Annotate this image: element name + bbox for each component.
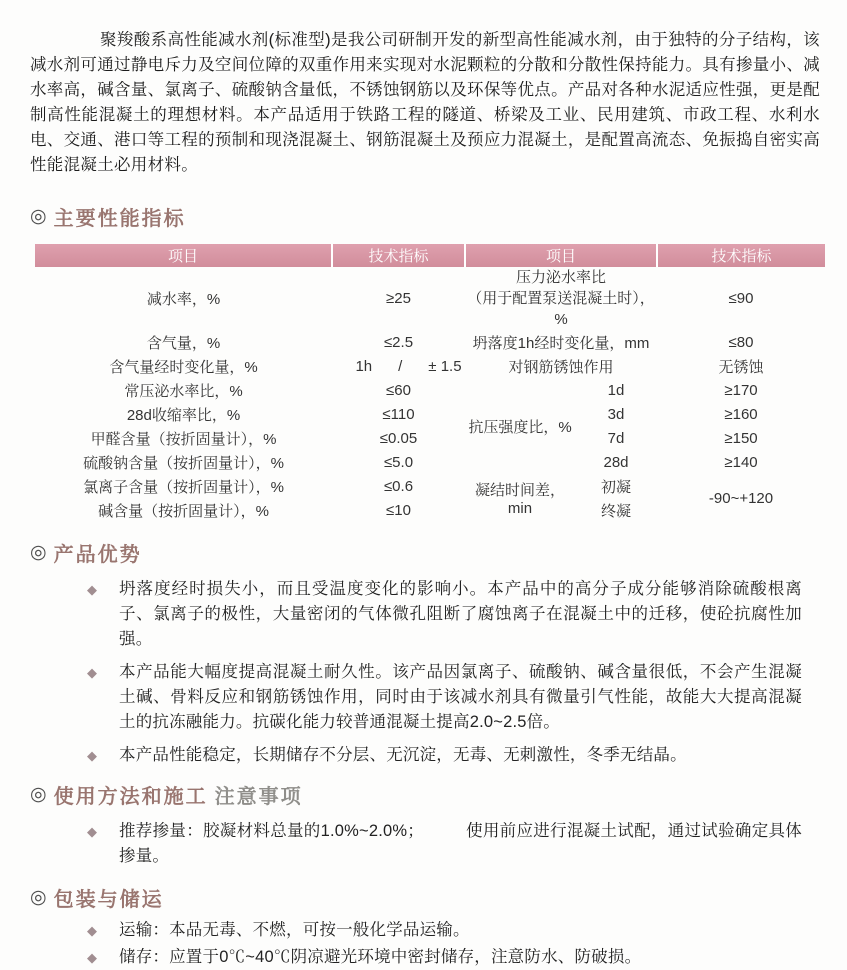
list-item-text: 坍落度经时损失小，而且受温度变化的影响小。本产品中的高分子成分能够消除硫酸根离子、氯离子的极性，大量密闭的气体微孔阻断了腐蚀离子在混凝土中的迁移，使砼抗腐性加强。	[119, 580, 802, 648]
cell-label: 对钢筋锈蚀作用	[508, 358, 614, 376]
cell-value: ≤10	[386, 501, 411, 519]
intro-paragraph: 聚羧酸系高性能减水剂(标准型)是我公司研制开发的新型高性能减水剂，由于独特的分子结构，该减水剂可通过静电斥力及空间位障的双重作用来实现对水泥颗粒的分散和分散性保持能力。具有掺量小、减水率高，碱含量、氯离子、硫酸钠含量低，不锈蚀钢筋以及环保等优点。产品对各种水泥适应性强，更是配制高性能混凝土的理想材料。本产品适用于铁路工程的隧道、桥梁及工业、民用建筑、市政工程、水利水电、交通、港口等工程的预制和现浇混凝土、钢筋混凝土及预应力混凝土，是配置高流态、免振捣自密实高性能混凝土必用材料。	[30, 31, 820, 174]
cell-value: ≤0.6	[383, 477, 414, 495]
cell-label: 碱含量（按折固量计），%	[98, 502, 269, 520]
diamond-bullet-icon: ◆	[87, 950, 97, 965]
section-marker-icon: ◎	[30, 887, 47, 908]
section-title-advantages: 产品优势	[53, 544, 142, 566]
table-row	[35, 354, 825, 378]
cell-value: ≤5.0	[383, 453, 414, 471]
cell-sub: 3d	[607, 405, 625, 423]
cell-sub: 1d	[607, 381, 625, 399]
cell-label: 含气量，%	[146, 334, 221, 352]
section-title-packaging: 包装与储运	[53, 889, 164, 911]
cell-label: 常压泌水率比，%	[124, 382, 243, 400]
section-title-usage-fade: 注意事项	[214, 786, 303, 808]
performance-table	[35, 244, 825, 522]
header-indicator-right: 技术指标	[657, 244, 825, 267]
section-header-advantages	[30, 538, 820, 567]
section-header-packaging	[30, 883, 820, 912]
usage-item	[87, 819, 802, 869]
cell-value: ≥170	[724, 381, 758, 399]
cell-label-line2: （用于配置泵送混凝土时），%	[467, 290, 655, 328]
cell-label: 坍落度1h经时变化量，mm	[472, 334, 650, 352]
usage-item-text	[119, 819, 802, 869]
cell-value: ≤0.05	[379, 429, 418, 447]
cell-value-part: 1h	[355, 357, 373, 375]
section-marker-icon: ◎	[30, 542, 47, 563]
cell-value: ≥25	[386, 290, 411, 307]
cell-value: ≤2.5	[383, 333, 414, 351]
advantages-list	[30, 577, 820, 768]
list-item	[87, 743, 802, 768]
cell-label: 减水率，%	[146, 291, 221, 308]
table-row	[35, 426, 825, 450]
usage-dosage-text: 推荐掺量：胶凝材料总量的1.0%~2.0%；	[119, 822, 424, 840]
section-title-performance: 主要性能指标	[53, 208, 186, 230]
cell-value	[332, 354, 465, 378]
cell-label: 含气量经时变化量，%	[109, 358, 258, 376]
list-item	[87, 945, 802, 970]
section-marker-icon: ◎	[30, 784, 47, 805]
cell-value: 无锈蚀	[718, 358, 764, 376]
cell-value: ≤110	[382, 405, 415, 423]
table-row	[35, 450, 825, 474]
cell-sub: 初凝	[601, 478, 632, 496]
section-title-usage-main: 使用方法和施工	[53, 786, 208, 808]
header-item-right: 项目	[465, 244, 657, 267]
transport-text: 运输：本品无毒、不燃，可按一般化学品运输。	[119, 921, 470, 939]
storage-text: 储存：应置于0℃~40℃阴凉避光环境中密封储存，注意防水、防破损。	[119, 948, 642, 966]
cell-value-part: /	[398, 357, 403, 375]
cell-value: ≤80	[728, 333, 754, 351]
cell-value: ≤60	[386, 381, 411, 399]
cell-sub: 28d	[603, 453, 629, 471]
list-item	[87, 918, 802, 943]
cell-sub: 终凝	[601, 502, 632, 520]
list-item	[87, 577, 802, 652]
cell-value-part: ± 1.5	[428, 357, 462, 375]
cell-value: ≥160	[724, 405, 758, 423]
diamond-bullet-icon: ◆	[87, 665, 97, 680]
section-header-usage	[30, 780, 820, 809]
table-row	[35, 267, 825, 330]
diamond-bullet-icon: ◆	[87, 582, 97, 597]
cell-label: 28d收缩率比，%	[126, 406, 241, 424]
header-item-left: 项目	[35, 244, 332, 267]
cell-label-line1: 压力泌水率比	[516, 269, 607, 286]
table-row	[35, 402, 825, 426]
cell-group-label: 抗压强度比，%	[468, 418, 572, 436]
cell-label: 甲醛含量（按折固量计），%	[90, 430, 277, 448]
table-header-row	[35, 244, 825, 267]
table-row	[35, 330, 825, 354]
cell-group-label: 凝结时间差，min	[474, 482, 565, 517]
usage-trial-text: 使用前应进行混凝土试配，通过试验确定具体掺量。	[119, 822, 802, 865]
diamond-bullet-icon: ◆	[87, 923, 97, 938]
table-row	[35, 378, 825, 402]
list-item-text: 本产品性能稳定，长期储存不分层、无沉淀，无毒、无刺激性，冬季无结晶。	[119, 746, 687, 764]
cell-label	[465, 267, 657, 330]
header-indicator-left: 技术指标	[332, 244, 465, 267]
diamond-bullet-icon: ◆	[87, 748, 97, 763]
cell-label: 氯离子含量（按折固量计），%	[83, 478, 284, 496]
cell-value: ≤90	[728, 290, 754, 307]
list-item-text: 本产品能大幅度提高混凝土耐久性。该产品因氯离子、硫酸钠、碱含量很低，不会产生混凝土碱、骨料反应和钢筋锈蚀作用，同时由于该减水剂具有微量引气性能，故能大大提高混凝土的抗冻融能力。抗碳化能力较普通混凝土提高2.0~2.5倍。	[119, 663, 802, 731]
table-row	[35, 474, 825, 498]
cell-value: ≥150	[724, 429, 758, 447]
section-marker-icon: ◎	[30, 206, 47, 227]
cell-value: -90~+120	[708, 489, 774, 507]
section-header-performance	[30, 202, 820, 231]
list-item	[87, 660, 802, 735]
cell-label: 硫酸钠含量（按折固量计），%	[83, 454, 284, 472]
packaging-list	[30, 918, 820, 970]
diamond-bullet-icon: ◆	[87, 824, 97, 839]
cell-value: ≥140	[724, 453, 758, 471]
cell-sub: 7d	[607, 429, 625, 447]
